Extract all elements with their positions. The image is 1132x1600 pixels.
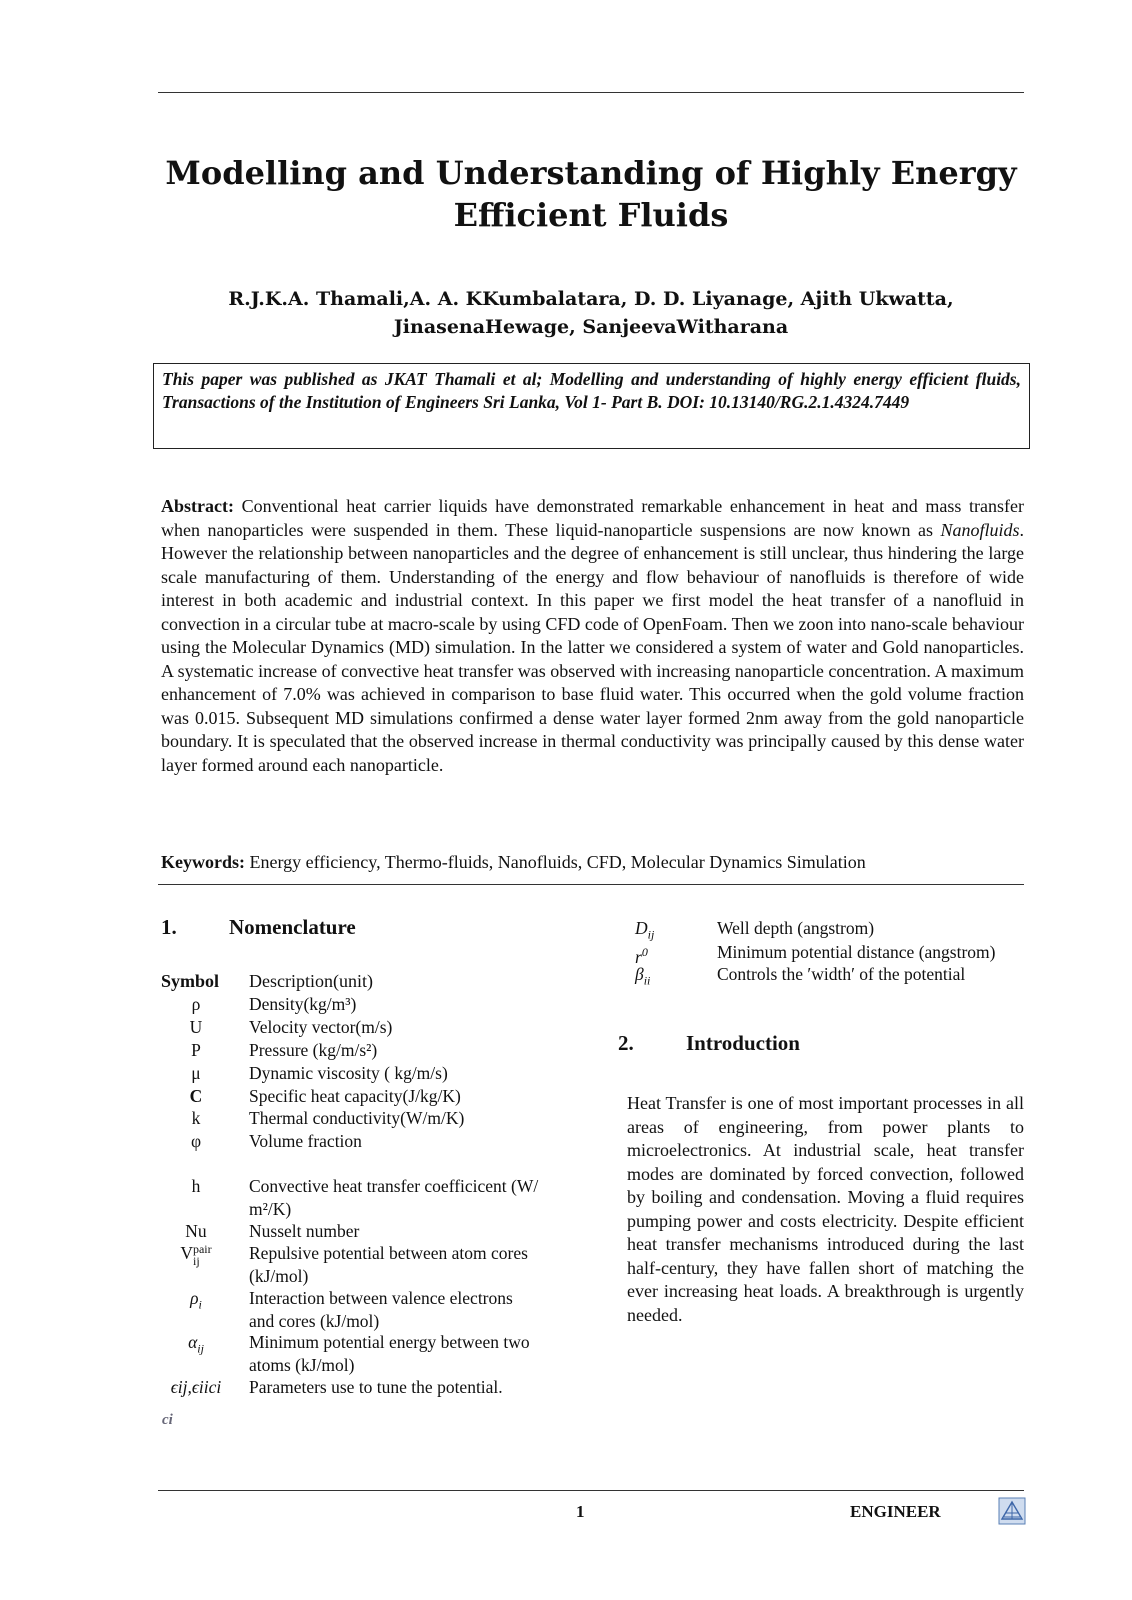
symbol-base: k (191, 1108, 201, 1128)
section-1-number: 1. (161, 915, 177, 939)
nomenclature-symbol (161, 1242, 231, 1267)
symbol-base: β (635, 964, 644, 984)
symbol-base: φ (190, 1131, 202, 1151)
symbol-base: V (180, 1243, 193, 1263)
description-line: Dynamic viscosity ( kg/m/s) (249, 1063, 448, 1083)
nomenclature-description (249, 1062, 589, 1085)
nomenclature-description (249, 1130, 589, 1153)
section-1-title: Nomenclature (229, 915, 356, 939)
nomenclature-symbol (161, 1062, 231, 1085)
description-line: Specific heat capacity(J/kg/K) (249, 1086, 461, 1106)
institution-logo-icon (998, 1497, 1026, 1525)
symbol-base: P (191, 1040, 201, 1060)
nomenclature-description: Well depth (angstrom) (717, 918, 875, 938)
description-line: (kJ/mol) (249, 1265, 309, 1286)
symbol-base: ϵij,ϵiici (170, 1377, 222, 1397)
symbol-base: r (635, 946, 642, 967)
symbol-base: D (635, 918, 648, 938)
nomenclature-description (249, 993, 589, 1016)
nomenclature-symbol (161, 1287, 231, 1316)
nomenclature-symbol (161, 1331, 231, 1360)
nomenclature-description (249, 1242, 589, 1287)
symbol-superscript: 0 (641, 945, 648, 959)
abstract-italic: Nanofluids (940, 519, 1020, 540)
symbol-base: α (188, 1332, 198, 1352)
nomenclature-description (249, 1039, 589, 1062)
symbol-base: μ (191, 1063, 201, 1083)
abstract-label: Abstract: (161, 496, 234, 516)
nomenclature-header (161, 971, 373, 992)
nomenclature-description (249, 1085, 589, 1108)
abstract (161, 495, 1024, 777)
description-line: Nusselt number (249, 1221, 360, 1241)
section-rule (158, 884, 1024, 885)
description-line: Parameters use to tune the potential. (249, 1377, 503, 1397)
symbol-base: ρ (190, 1288, 199, 1308)
nomenclature-symbol (161, 1107, 231, 1130)
description-line: Volume fraction (249, 1131, 362, 1151)
nomenclature-symbol (161, 1039, 231, 1062)
paper-title: Modelling and Understanding of Highly Energy Efficient Fluids (165, 154, 1017, 234)
keywords (161, 851, 1024, 874)
symbol-header: Symbol (161, 971, 220, 991)
nomenclature-symbol (161, 1220, 231, 1243)
abstract-text-2: . However the relationship between nanoparticles and the degree of enhancement is still unclear, thus hindering the large scale manufacturing of them. Understanding of the energy and flow behaviour of nanofluids is therefore of wide interest in both academic and industrial context. In this paper we first model the heat transfer of a nanofluid in convection in a circular tube at macro-scale by using CFD code of OpenFoam. Then we zoon into nano-scale behaviour using the Molecular Dynamics (MD) simulation. In the latter we considered a system of water and Gold nanoparticles. A systematic increase of convective heat transfer was observed with increasing nanoparticle concentration. A maximum enhancement of 7.0% was achieved in comparison to base fluid water. This occurred when the gold volume fraction was 0.015. Subsequent MD simulations confirmed a dense water layer formed 2nm away from the gold nanoparticle boundary. It is speculated that the observed increase in thermal conductivity was principally caused by this dense water layer formed around each nanoparticle. (161, 519, 1024, 775)
nomenclature-description (249, 1220, 589, 1243)
description-line: Repulsive potential between atom cores (249, 1243, 528, 1263)
nomenclature-description (249, 1107, 589, 1130)
symbol-base: ρ (191, 994, 201, 1014)
nomenclature-symbol (635, 963, 695, 992)
description-line: Density(kg/m³) (249, 994, 357, 1014)
ci-symbol-image: ci (162, 1412, 173, 1428)
symbol-base: Nu (185, 1221, 207, 1241)
keywords-label: Keywords: (161, 852, 245, 872)
page-number: 1 (576, 1502, 585, 1521)
nomenclature-description (249, 1287, 589, 1332)
description-line: Velocity vector(m/s) (249, 1017, 393, 1037)
top-rule (158, 92, 1024, 93)
symbol-subscript: ii (643, 973, 651, 988)
symbol-base: C (189, 1086, 203, 1106)
authors: R.J.K.A. Thamali,A. A. KKumbalatara, D. D. Liyanage, Ajith Ukwatta, JinasenaHewage, SanjeevaWitharana (228, 288, 954, 338)
symbol-subscript: ij (647, 927, 655, 942)
description-line: m²/K) (249, 1198, 292, 1219)
symbol-base: U (189, 1017, 203, 1037)
section-1-heading (161, 914, 356, 940)
nomenclature-symbol (161, 1130, 231, 1153)
description-line: Convective heat transfer coefficicent (W/ (249, 1176, 539, 1196)
nomenclature-description: Controls the ′width′ of the potential (717, 964, 966, 984)
publication-notice-box: This paper was published as JKAT Thamali et al; Modelling and understanding of highly energy efficient fluids, Transactions of the Institution of Engineers Sri Lanka, Vol 1- Part B. DOI: 10.13140/RG.2.1.4324.7449 (153, 363, 1030, 449)
nomenclature-description (249, 1376, 589, 1399)
abstract-text-1: Conventional heat carrier liquids have demonstrated remarkable enhancement in heat and mass transfer when nanoparticles were suspended in them. These liquid-nanoparticle suspensions are now known as (161, 496, 1024, 540)
introduction-text: Heat Transfer is one of most important processes in all areas of engineering, from power plants to microelectronics. At industrial scale, heat transfer modes are dominated by forced convection, followed by boiling and condensation. Moving a fluid requires pumping power and costs electricity. Despite efficient heat transfer mechanisms introduced during the last half-century, they have fallen short of matching the ever increasing heat loads. A breakthrough is urgently needed. (627, 1093, 1024, 1325)
nomenclature-symbol (161, 1175, 231, 1198)
description-line: Thermal conductivity(W/m/K) (249, 1108, 465, 1128)
symbol-superscript: pair (192, 1241, 212, 1256)
nomenclature-symbol (161, 993, 231, 1016)
nomenclature-description (249, 1331, 589, 1376)
section-2-heading (618, 1030, 800, 1056)
description-line: Interaction between valence electrons (249, 1288, 513, 1308)
description-line: Pressure (kg/m/s²) (249, 1040, 378, 1060)
symbol-subscript: ij (192, 1253, 200, 1268)
nomenclature-symbol (161, 1016, 231, 1039)
nomenclature-description: Minimum potential distance (angstrom) (717, 942, 996, 962)
section-2-number: 2. (618, 1031, 634, 1055)
nomenclature-description (249, 1175, 589, 1220)
nomenclature-symbol (161, 1085, 231, 1108)
description-line: atoms (kJ/mol) (249, 1354, 355, 1375)
description-line: Minimum potential energy between two (249, 1332, 530, 1352)
description-header: Description(unit) (249, 971, 373, 991)
symbol-subscript: i (198, 1297, 202, 1312)
description-line: and cores (kJ/mol) (249, 1310, 380, 1331)
nomenclature-symbol (161, 1376, 231, 1399)
journal-name: ENGINEER (850, 1502, 941, 1521)
section-2-title: Introduction (686, 1031, 800, 1055)
symbol-base: h (191, 1176, 201, 1196)
keywords-text: Energy efficiency, Thermo-fluids, Nanofluids, CFD, Molecular Dynamics Simulation (245, 852, 866, 872)
footer-rule (158, 1490, 1024, 1491)
nomenclature-description (249, 1016, 589, 1039)
symbol-subscript: ij (197, 1341, 204, 1356)
